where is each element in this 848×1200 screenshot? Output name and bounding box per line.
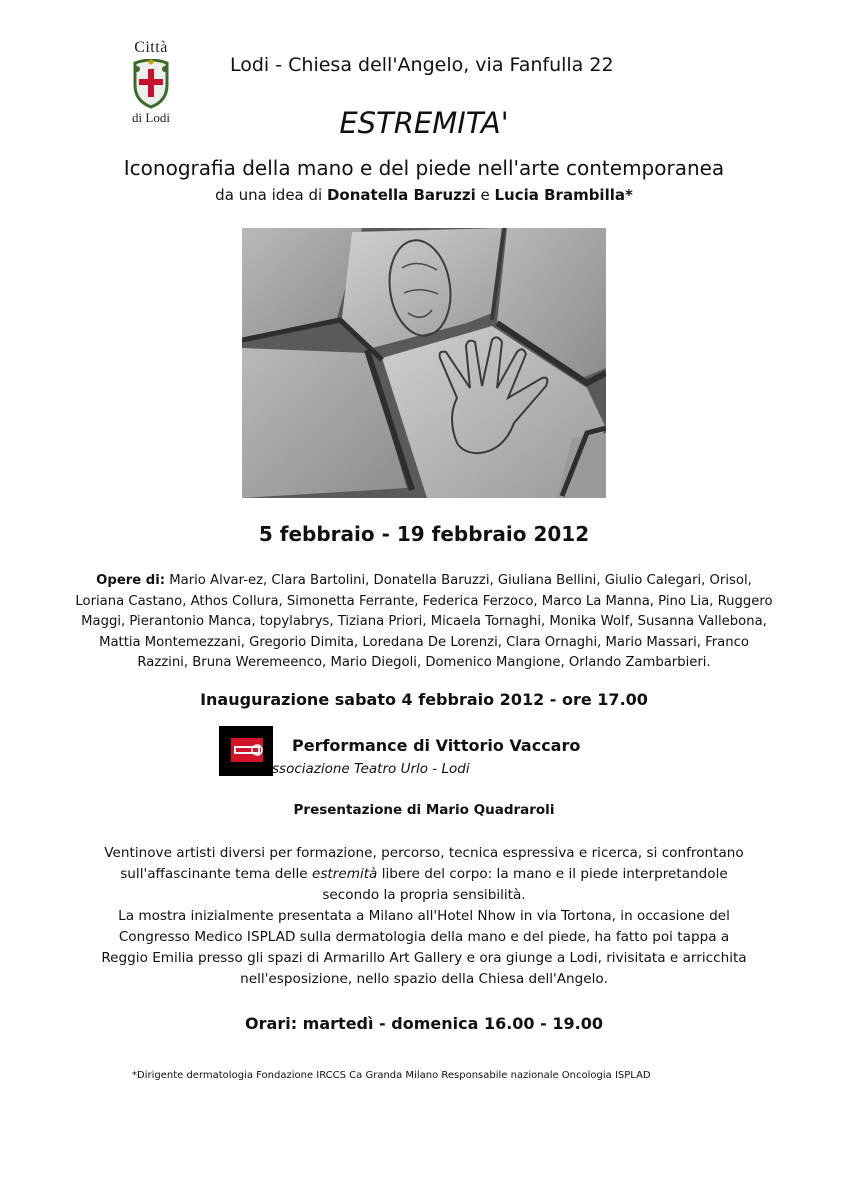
performance-association: ssociazione Teatro Urlo - Lodi [272, 761, 470, 777]
opening-hours: Orari: martedì - domenica 16.00 - 19.00 [245, 1014, 603, 1033]
logo-text-bottom: di Lodi [132, 110, 170, 125]
artists-list [74, 571, 774, 674]
inauguration-line: Inaugurazione sabato 4 febbraio 2012 - ore 17.00 [200, 690, 648, 709]
description-p1-start: Ventinove artisti diversi per formazione, percorso, tecnica espressiva e ricerca, si confrontano sull'affascinante tema delle [104, 845, 744, 882]
exhibition-subtitle: Iconografia della mano e del piede nell'arte contemporanea [123, 156, 725, 180]
exhibition-dates: 5 febbraio - 19 febbraio 2012 [258, 522, 590, 546]
city-crest-icon [129, 59, 173, 109]
performance-title: Performance di Vittorio Vaccaro [292, 736, 581, 755]
description-p1-end: libere del corpo: la mano e il piede interpretandole secondo la propria sensibilità. [322, 866, 728, 903]
description-paragraph-2: La mostra inizialmente presentata a Milano all'Hotel Nhow in via Tortona, in occasione del Congresso Medico ISPLAD sulla dermatologia della mano e del piede, ha fatto poi tappa a Reggio Emilia presso gli spazi di Armarillo Art Gallery e ora giunge a Lodi, rivisitata e arricchita nell'esposizione, nello spazio della Chiesa dell'Angelo. [101, 908, 747, 987]
description-p1-italic: estremità [311, 866, 378, 882]
curator-name-1: Donatella Baruzzi [326, 186, 476, 204]
artists-names: Mario Alvar-ez, Clara Bartolini, Donatella Baruzzi, Giuliana Bellini, Giulio Calegari, Orisol, Loriana Castano, Athos Collura, Simonetta Ferrante, Federica Ferzoco, Marco La Manna, Pino Lia, Ruggero Maggi, Pierantonio Manca, topylabrys, Tiziana Priori, Micaela Tornaghi, Monika Wolf, Susanna Vallebona, Mattia Montemezzani, Gregorio Dimita, Loredana De Lorenzi, Clara Ornaghi, Mario Massari, Franco Razzini, Bruna Weremeenco, Mario Diegoli, Domenico Mangione, Orlando Zambarbieri. [75, 573, 773, 670]
stone-carvings-photo [242, 228, 606, 498]
exhibition-title: ESTREMITA' [339, 106, 509, 140]
curator-name-2: Lucia Brambilla* [494, 186, 633, 204]
curators-conjunction: e [475, 186, 495, 204]
description-paragraph-1 [100, 843, 748, 906]
hand-foot-carving-image [242, 228, 606, 498]
description-text [100, 843, 748, 990]
teatro-urlo-logo-icon [219, 726, 273, 776]
curators-prefix: da una idea di [215, 186, 327, 204]
teatro-urlo-logo [219, 726, 273, 776]
curators-line [0, 186, 848, 204]
logo-text-top: Città [134, 39, 168, 56]
presentation-line: Presentazione di Mario Quadraroli [293, 802, 555, 818]
artists-label: Opere di: [96, 573, 166, 588]
footnote: *Dirigente dermatologia Fondazione IRCCS Ca Granda Milano Responsabile nazionale Oncologia ISPLAD [132, 1070, 651, 1081]
venue-address: Lodi - Chiesa dell'Angelo, via Fanfulla 22 [230, 54, 614, 76]
